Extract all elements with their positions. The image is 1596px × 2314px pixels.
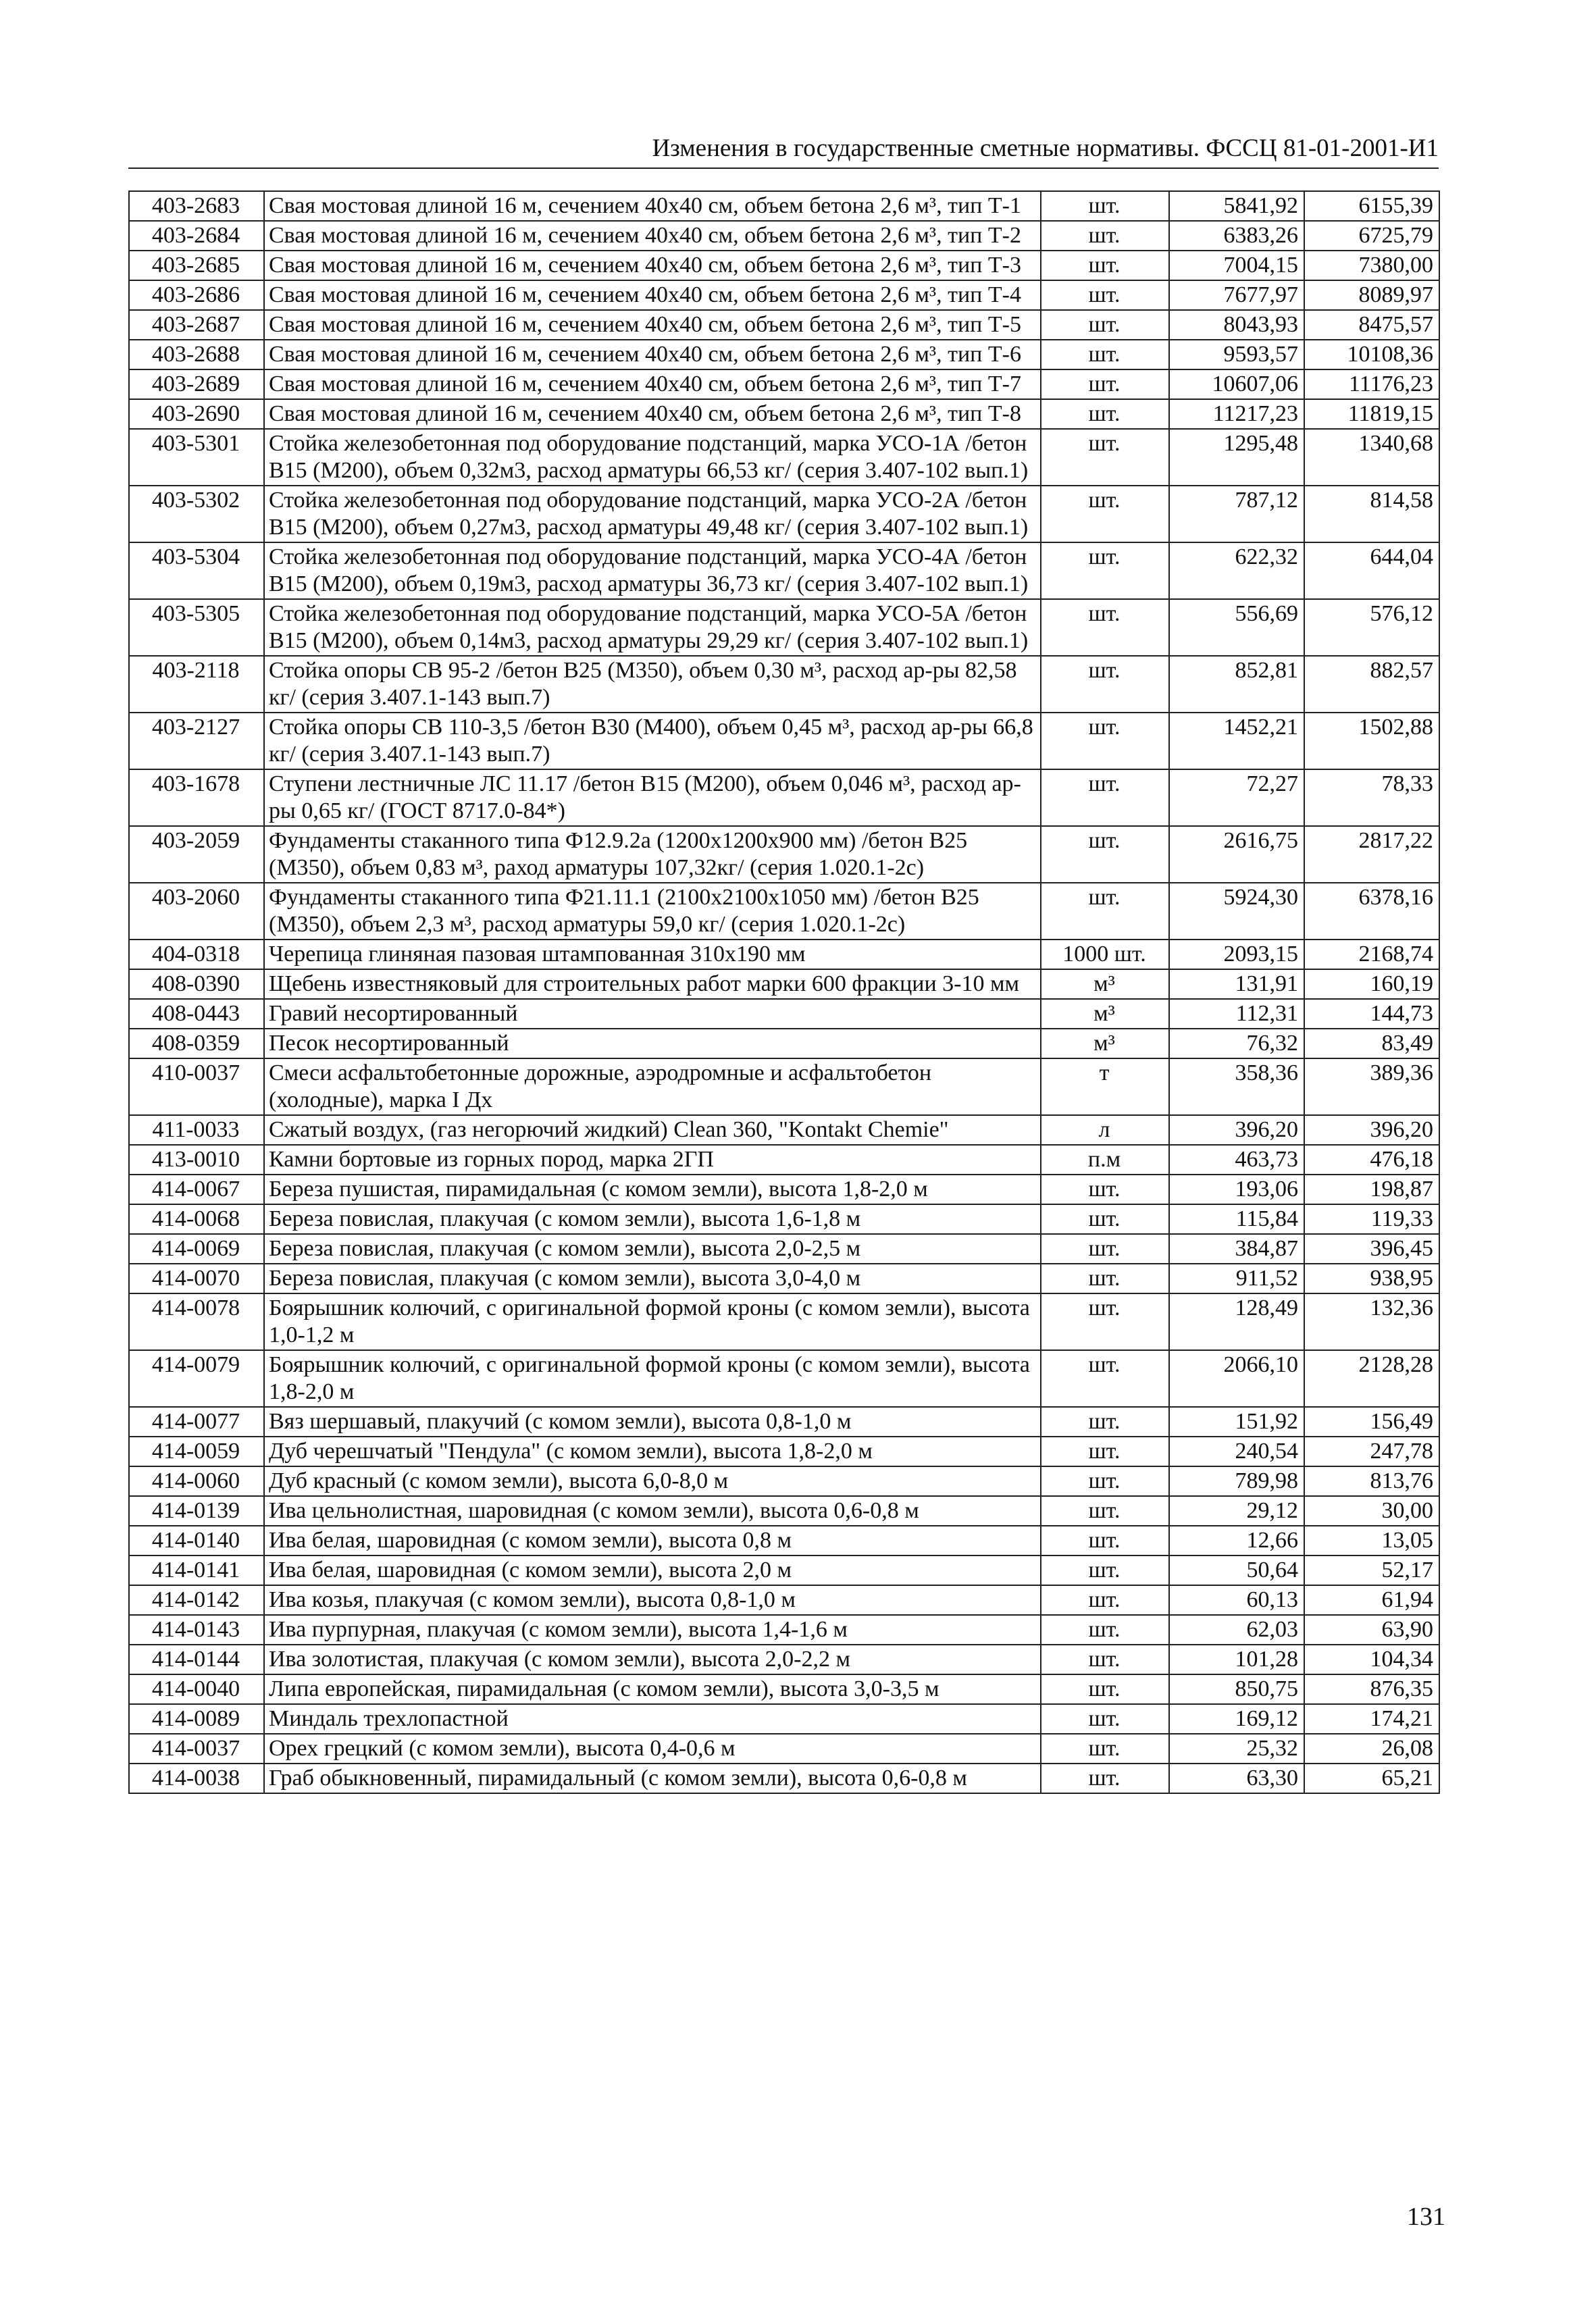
resource-code-cell: 403-5304 (129, 542, 264, 599)
resource-code-cell: 414-0067 (129, 1175, 264, 1204)
table-row (129, 883, 1439, 940)
resource-code-cell: 414-0079 (129, 1350, 264, 1407)
price-new-cell: 6155,39 (1304, 191, 1439, 221)
resource-code-cell: 403-2127 (129, 713, 264, 769)
price-current-cell: 7004,15 (1169, 251, 1304, 280)
price-current-cell: 101,28 (1169, 1645, 1304, 1674)
resource-name-cell: Береза повислая, плакучая (с комом земли), высота 3,0-4,0 м (264, 1264, 1041, 1293)
table-row (129, 1115, 1439, 1145)
table-row (129, 599, 1439, 656)
price-table-body (129, 191, 1439, 1793)
price-new-cell: 2817,22 (1304, 826, 1439, 883)
unit-cell: шт. (1041, 1204, 1169, 1234)
resource-name-cell: Стойка опоры СВ 110-3,5 /бетон В30 (М400), объем 0,45 м³, расход ар-ры 66,8 кг/ (серия 3.407.1-143 вып.7) (264, 713, 1041, 769)
unit-cell: шт. (1041, 1293, 1169, 1350)
unit-cell: шт. (1041, 429, 1169, 486)
table-row (129, 1234, 1439, 1264)
resource-code-cell: 403-1678 (129, 769, 264, 826)
price-new-cell: 389,36 (1304, 1058, 1439, 1115)
resource-name-cell: Стойка железобетонная под оборудование подстанций, марка УСО-4А /бетон В15 (М200), объем 0,19м3, расход арматуры 36,73 кг/ (серия 3.407-102 вып.1) (264, 542, 1041, 599)
resource-code-cell: 414-0142 (129, 1585, 264, 1615)
price-current-cell: 556,69 (1169, 599, 1304, 656)
price-current-cell: 128,49 (1169, 1293, 1304, 1350)
resource-code-cell: 408-0443 (129, 999, 264, 1029)
resource-name-cell: Свая мостовая длиной 16 м, сечением 40х40 см, объем бетона 2,6 м³, тип Т-4 (264, 280, 1041, 310)
price-current-cell: 11217,23 (1169, 399, 1304, 429)
resource-name-cell: Свая мостовая длиной 16 м, сечением 40х40 см, объем бетона 2,6 м³, тип Т-3 (264, 251, 1041, 280)
price-new-cell: 8089,97 (1304, 280, 1439, 310)
unit-cell: шт. (1041, 1645, 1169, 1674)
resource-name-cell: Стойка железобетонная под оборудование подстанций, марка УСО-2А /бетон В15 (М200), объем 0,27м3, расход арматуры 49,48 кг/ (серия 3.407-102 вып.1) (264, 486, 1041, 542)
resource-name-cell: Ива белая, шаровидная (с комом земли), высота 2,0 м (264, 1555, 1041, 1585)
resource-code-cell: 403-2685 (129, 251, 264, 280)
unit-cell: шт. (1041, 1496, 1169, 1526)
table-row (129, 1615, 1439, 1645)
price-new-cell: 78,33 (1304, 769, 1439, 826)
price-new-cell: 160,19 (1304, 969, 1439, 999)
price-current-cell: 622,32 (1169, 542, 1304, 599)
price-current-cell: 10607,06 (1169, 369, 1304, 399)
resource-code-cell: 403-5302 (129, 486, 264, 542)
resource-code-cell: 414-0059 (129, 1437, 264, 1466)
unit-cell: шт. (1041, 191, 1169, 221)
table-row (129, 1175, 1439, 1204)
unit-cell: м³ (1041, 969, 1169, 999)
table-row (129, 1704, 1439, 1734)
resource-name-cell: Фундаменты стаканного типа Ф12.9.2а (1200х1200х900 мм) /бетон В25 (М350), объем 0,83 м³, раход арматуры 107,32кг/ (серия 1.020.1-2с) (264, 826, 1041, 883)
price-current-cell: 787,12 (1169, 486, 1304, 542)
resource-code-cell: 403-2687 (129, 310, 264, 340)
resource-code-cell: 414-0069 (129, 1234, 264, 1264)
resource-name-cell: Свая мостовая длиной 16 м, сечением 40х40 см, объем бетона 2,6 м³, тип Т-6 (264, 340, 1041, 369)
table-row (129, 1407, 1439, 1437)
unit-cell: шт. (1041, 883, 1169, 940)
resource-code-cell: 403-5301 (129, 429, 264, 486)
price-table (128, 190, 1440, 1794)
unit-cell: шт. (1041, 221, 1169, 251)
price-new-cell: 104,34 (1304, 1645, 1439, 1674)
table-row (129, 1204, 1439, 1234)
price-current-cell: 112,31 (1169, 999, 1304, 1029)
price-new-cell: 13,05 (1304, 1526, 1439, 1555)
table-row (129, 191, 1439, 221)
page-header-title: Изменения в государственные сметные нормативы. ФССЦ 81-01-2001-И1 (652, 134, 1439, 162)
table-row (129, 1466, 1439, 1496)
price-current-cell: 358,36 (1169, 1058, 1304, 1115)
price-new-cell: 52,17 (1304, 1555, 1439, 1585)
resource-name-cell: Стойка железобетонная под оборудование подстанций, марка УСО-5А /бетон В15 (М200), объем 0,14м3, расход арматуры 29,29 кг/ (серия 3.407-102 вып.1) (264, 599, 1041, 656)
resource-code-cell: 403-2688 (129, 340, 264, 369)
resource-name-cell: Береза пушистая, пирамидальная (с комом земли), высота 1,8-2,0 м (264, 1175, 1041, 1204)
table-row (129, 713, 1439, 769)
price-current-cell: 850,75 (1169, 1674, 1304, 1704)
price-new-cell: 576,12 (1304, 599, 1439, 656)
table-row (129, 399, 1439, 429)
resource-name-cell: Дуб красный (с комом земли), высота 6,0-8,0 м (264, 1466, 1041, 1496)
price-new-cell: 6378,16 (1304, 883, 1439, 940)
price-current-cell: 1295,48 (1169, 429, 1304, 486)
price-current-cell: 2616,75 (1169, 826, 1304, 883)
price-new-cell: 644,04 (1304, 542, 1439, 599)
table-row (129, 769, 1439, 826)
table-row (129, 999, 1439, 1029)
resource-code-cell: 414-0060 (129, 1466, 264, 1496)
price-new-cell: 11819,15 (1304, 399, 1439, 429)
table-row (129, 1437, 1439, 1466)
table-row (129, 1145, 1439, 1175)
resource-code-cell: 414-0070 (129, 1264, 264, 1293)
unit-cell: шт. (1041, 310, 1169, 340)
unit-cell: п.м (1041, 1145, 1169, 1175)
price-new-cell: 396,45 (1304, 1234, 1439, 1264)
resource-name-cell: Ива козья, плакучая (с комом земли), высота 0,8-1,0 м (264, 1585, 1041, 1615)
price-current-cell: 63,30 (1169, 1764, 1304, 1793)
price-current-cell: 169,12 (1169, 1704, 1304, 1734)
price-current-cell: 5841,92 (1169, 191, 1304, 221)
header-divider (128, 168, 1439, 169)
page-number: 131 (1407, 2203, 1445, 2231)
resource-name-cell: Стойка опоры СВ 95-2 /бетон В25 (М350), объем 0,30 м³, расход ар-ры 82,58 кг/ (серия 3.407.1-143 вып.7) (264, 656, 1041, 713)
resource-name-cell: Свая мостовая длиной 16 м, сечением 40х40 см, объем бетона 2,6 м³, тип Т-8 (264, 399, 1041, 429)
unit-cell: шт. (1041, 1555, 1169, 1585)
price-current-cell: 9593,57 (1169, 340, 1304, 369)
price-current-cell: 7677,97 (1169, 280, 1304, 310)
resource-code-cell: 403-2683 (129, 191, 264, 221)
unit-cell: шт. (1041, 251, 1169, 280)
resource-name-cell: Орех грецкий (с комом земли), высота 0,4-0,6 м (264, 1734, 1041, 1764)
price-new-cell: 63,90 (1304, 1615, 1439, 1645)
resource-name-cell: Ива пурпурная, плакучая (с комом земли), высота 1,4-1,6 м (264, 1615, 1041, 1645)
resource-code-cell: 410-0037 (129, 1058, 264, 1115)
table-row (129, 940, 1439, 969)
price-current-cell: 2066,10 (1169, 1350, 1304, 1407)
price-new-cell: 882,57 (1304, 656, 1439, 713)
price-current-cell: 463,73 (1169, 1145, 1304, 1175)
resource-code-cell: 414-0144 (129, 1645, 264, 1674)
resource-name-cell: Ступени лестничные ЛС 11.17 /бетон В15 (М200), объем 0,046 м³, расход ар-ры 0,65 кг/ (ГОСТ 8717.0-84*) (264, 769, 1041, 826)
unit-cell: шт. (1041, 1175, 1169, 1204)
unit-cell: шт. (1041, 1407, 1169, 1437)
resource-name-cell: Камни бортовые из горных пород, марка 2ГП (264, 1145, 1041, 1175)
resource-code-cell: 413-0010 (129, 1145, 264, 1175)
price-new-cell: 198,87 (1304, 1175, 1439, 1204)
resource-code-cell: 414-0037 (129, 1734, 264, 1764)
unit-cell: шт. (1041, 1674, 1169, 1704)
price-new-cell: 26,08 (1304, 1734, 1439, 1764)
table-row (129, 280, 1439, 310)
resource-name-cell: Смеси асфальтобетонные дорожные, аэродромные и асфальтобетон (холодные), марка I Дх (264, 1058, 1041, 1115)
price-current-cell: 50,64 (1169, 1555, 1304, 1585)
price-current-cell: 12,66 (1169, 1526, 1304, 1555)
price-current-cell: 131,91 (1169, 969, 1304, 999)
resource-code-cell: 403-2684 (129, 221, 264, 251)
price-current-cell: 6383,26 (1169, 221, 1304, 251)
resource-name-cell: Граб обыкновенный, пирамидальный (с комом земли), высота 0,6-0,8 м (264, 1764, 1041, 1793)
price-current-cell: 240,54 (1169, 1437, 1304, 1466)
price-current-cell: 151,92 (1169, 1407, 1304, 1437)
unit-cell: шт. (1041, 1466, 1169, 1496)
price-new-cell: 938,95 (1304, 1264, 1439, 1293)
table-row (129, 1674, 1439, 1704)
table-row (129, 310, 1439, 340)
unit-cell: шт. (1041, 1437, 1169, 1466)
price-current-cell: 62,03 (1169, 1615, 1304, 1645)
price-new-cell: 1502,88 (1304, 713, 1439, 769)
resource-name-cell: Сжатый воздух, (газ негорючий жидкий) Clean 360, "Kontakt Chemie" (264, 1115, 1041, 1145)
table-row (129, 251, 1439, 280)
unit-cell: шт. (1041, 369, 1169, 399)
price-current-cell: 2093,15 (1169, 940, 1304, 969)
resource-code-cell: 414-0040 (129, 1674, 264, 1704)
table-row (129, 1293, 1439, 1350)
table-row (129, 656, 1439, 713)
price-current-cell: 60,13 (1169, 1585, 1304, 1615)
table-row (129, 1029, 1439, 1058)
resource-name-cell: Фундаменты стаканного типа Ф21.11.1 (2100х2100х1050 мм) /бетон В25 (М350), объем 2,3 м³, расход арматуры 59,0 кг/ (серия 1.020.1-2с) (264, 883, 1041, 940)
resource-code-cell: 403-2059 (129, 826, 264, 883)
resource-name-cell: Стойка железобетонная под оборудование подстанций, марка УСО-1А /бетон В15 (М200), объем 0,32м3, расход арматуры 66,53 кг/ (серия 3.407-102 вып.1) (264, 429, 1041, 486)
resource-code-cell: 403-2060 (129, 883, 264, 940)
resource-code-cell: 414-0077 (129, 1407, 264, 1437)
price-current-cell: 5924,30 (1169, 883, 1304, 940)
price-current-cell: 8043,93 (1169, 310, 1304, 340)
price-current-cell: 852,81 (1169, 656, 1304, 713)
resource-name-cell: Береза повислая, плакучая (с комом земли), высота 1,6-1,8 м (264, 1204, 1041, 1234)
resource-name-cell: Боярышник колючий, с оригинальной формой кроны (с комом земли), высота 1,8-2,0 м (264, 1350, 1041, 1407)
price-current-cell: 396,20 (1169, 1115, 1304, 1145)
resource-code-cell: 408-0359 (129, 1029, 264, 1058)
resource-name-cell: Липа европейская, пирамидальная (с комом земли), высота 3,0-3,5 м (264, 1674, 1041, 1704)
unit-cell: шт. (1041, 826, 1169, 883)
price-new-cell: 10108,36 (1304, 340, 1439, 369)
unit-cell: шт. (1041, 340, 1169, 369)
table-row (129, 1585, 1439, 1615)
unit-cell: шт. (1041, 1764, 1169, 1793)
unit-cell: шт. (1041, 1264, 1169, 1293)
unit-cell: шт. (1041, 486, 1169, 542)
resource-name-cell: Свая мостовая длиной 16 м, сечением 40х40 см, объем бетона 2,6 м³, тип Т-1 (264, 191, 1041, 221)
resource-code-cell: 414-0068 (129, 1204, 264, 1234)
resource-name-cell: Дуб черешчатый "Пендула" (с комом земли), высота 1,8-2,0 м (264, 1437, 1041, 1466)
resource-name-cell: Черепица глиняная пазовая штампованная 310х190 мм (264, 940, 1041, 969)
table-row (129, 969, 1439, 999)
resource-name-cell: Ива золотистая, плакучая (с комом земли), высота 2,0-2,2 м (264, 1645, 1041, 1674)
table-row (129, 1764, 1439, 1793)
price-new-cell: 2128,28 (1304, 1350, 1439, 1407)
price-new-cell: 174,21 (1304, 1704, 1439, 1734)
price-new-cell: 156,49 (1304, 1407, 1439, 1437)
price-new-cell: 6725,79 (1304, 221, 1439, 251)
resource-code-cell: 414-0143 (129, 1615, 264, 1645)
table-row (129, 369, 1439, 399)
unit-cell: л (1041, 1115, 1169, 1145)
price-current-cell: 25,32 (1169, 1734, 1304, 1764)
price-new-cell: 1340,68 (1304, 429, 1439, 486)
unit-cell: т (1041, 1058, 1169, 1115)
table-row (129, 1526, 1439, 1555)
price-new-cell: 65,21 (1304, 1764, 1439, 1793)
unit-cell: шт. (1041, 1526, 1169, 1555)
unit-cell: шт. (1041, 713, 1169, 769)
unit-cell: шт. (1041, 280, 1169, 310)
price-new-cell: 8475,57 (1304, 310, 1439, 340)
table-row (129, 221, 1439, 251)
price-new-cell: 876,35 (1304, 1674, 1439, 1704)
table-row (129, 1734, 1439, 1764)
resource-code-cell: 414-0141 (129, 1555, 264, 1585)
resource-name-cell: Свая мостовая длиной 16 м, сечением 40х40 см, объем бетона 2,6 м³, тип Т-2 (264, 221, 1041, 251)
price-current-cell: 789,98 (1169, 1466, 1304, 1496)
unit-cell: м³ (1041, 1029, 1169, 1058)
resource-name-cell: Ива белая, шаровидная (с комом земли), высота 0,8 м (264, 1526, 1041, 1555)
table-row (129, 826, 1439, 883)
resource-name-cell: Миндаль трехлопастной (264, 1704, 1041, 1734)
price-current-cell: 72,27 (1169, 769, 1304, 826)
table-row (129, 1496, 1439, 1526)
price-current-cell: 29,12 (1169, 1496, 1304, 1526)
price-current-cell: 911,52 (1169, 1264, 1304, 1293)
resource-code-cell: 408-0390 (129, 969, 264, 999)
unit-cell: шт. (1041, 1704, 1169, 1734)
table-row (129, 542, 1439, 599)
price-new-cell: 2168,74 (1304, 940, 1439, 969)
price-new-cell: 30,00 (1304, 1496, 1439, 1526)
unit-cell: шт. (1041, 399, 1169, 429)
price-new-cell: 813,76 (1304, 1466, 1439, 1496)
price-new-cell: 61,94 (1304, 1585, 1439, 1615)
resource-name-cell: Боярышник колючий, с оригинальной формой кроны (с комом земли), высота 1,0-1,2 м (264, 1293, 1041, 1350)
table-row (129, 1350, 1439, 1407)
resource-code-cell: 403-2686 (129, 280, 264, 310)
price-current-cell: 76,32 (1169, 1029, 1304, 1058)
unit-cell: шт. (1041, 599, 1169, 656)
resource-code-cell: 414-0078 (129, 1293, 264, 1350)
table-row (129, 1264, 1439, 1293)
resource-code-cell: 403-2118 (129, 656, 264, 713)
resource-name-cell: Ива цельнолистная, шаровидная (с комом земли), высота 0,6-0,8 м (264, 1496, 1041, 1526)
unit-cell: шт. (1041, 542, 1169, 599)
resource-code-cell: 403-5305 (129, 599, 264, 656)
price-new-cell: 396,20 (1304, 1115, 1439, 1145)
price-new-cell: 132,36 (1304, 1293, 1439, 1350)
unit-cell: м³ (1041, 999, 1169, 1029)
resource-code-cell: 414-0140 (129, 1526, 264, 1555)
table-row (129, 340, 1439, 369)
price-new-cell: 476,18 (1304, 1145, 1439, 1175)
resource-name-cell: Гравий несортированный (264, 999, 1041, 1029)
table-row (129, 1058, 1439, 1115)
table-row (129, 486, 1439, 542)
resource-name-cell: Песок несортированный (264, 1029, 1041, 1058)
resource-code-cell: 411-0033 (129, 1115, 264, 1145)
price-current-cell: 1452,21 (1169, 713, 1304, 769)
resource-name-cell: Свая мостовая длиной 16 м, сечением 40х40 см, объем бетона 2,6 м³, тип Т-7 (264, 369, 1041, 399)
resource-code-cell: 414-0139 (129, 1496, 264, 1526)
price-new-cell: 119,33 (1304, 1204, 1439, 1234)
price-new-cell: 11176,23 (1304, 369, 1439, 399)
resource-code-cell: 403-2690 (129, 399, 264, 429)
unit-cell: шт. (1041, 769, 1169, 826)
resource-code-cell: 404-0318 (129, 940, 264, 969)
resource-name-cell: Береза повислая, плакучая (с комом земли), высота 2,0-2,5 м (264, 1234, 1041, 1264)
price-new-cell: 247,78 (1304, 1437, 1439, 1466)
price-new-cell: 814,58 (1304, 486, 1439, 542)
unit-cell: шт. (1041, 1350, 1169, 1407)
price-new-cell: 7380,00 (1304, 251, 1439, 280)
unit-cell: шт. (1041, 1585, 1169, 1615)
unit-cell: шт. (1041, 1615, 1169, 1645)
price-new-cell: 83,49 (1304, 1029, 1439, 1058)
unit-cell: шт. (1041, 1234, 1169, 1264)
unit-cell: шт. (1041, 1734, 1169, 1764)
unit-cell: 1000 шт. (1041, 940, 1169, 969)
resource-code-cell: 403-2689 (129, 369, 264, 399)
table-row (129, 1555, 1439, 1585)
price-current-cell: 384,87 (1169, 1234, 1304, 1264)
table-row (129, 429, 1439, 486)
table-row (129, 1645, 1439, 1674)
resource-name-cell: Свая мостовая длиной 16 м, сечением 40х40 см, объем бетона 2,6 м³, тип Т-5 (264, 310, 1041, 340)
price-new-cell: 144,73 (1304, 999, 1439, 1029)
resource-name-cell: Вяз шершавый, плакучий (с комом земли), высота 0,8-1,0 м (264, 1407, 1041, 1437)
resource-code-cell: 414-0038 (129, 1764, 264, 1793)
resource-name-cell: Щебень известняковый для строительных работ марки 600 фракции 3-10 мм (264, 969, 1041, 999)
unit-cell: шт. (1041, 656, 1169, 713)
price-current-cell: 115,84 (1169, 1204, 1304, 1234)
price-current-cell: 193,06 (1169, 1175, 1304, 1204)
resource-code-cell: 414-0089 (129, 1704, 264, 1734)
